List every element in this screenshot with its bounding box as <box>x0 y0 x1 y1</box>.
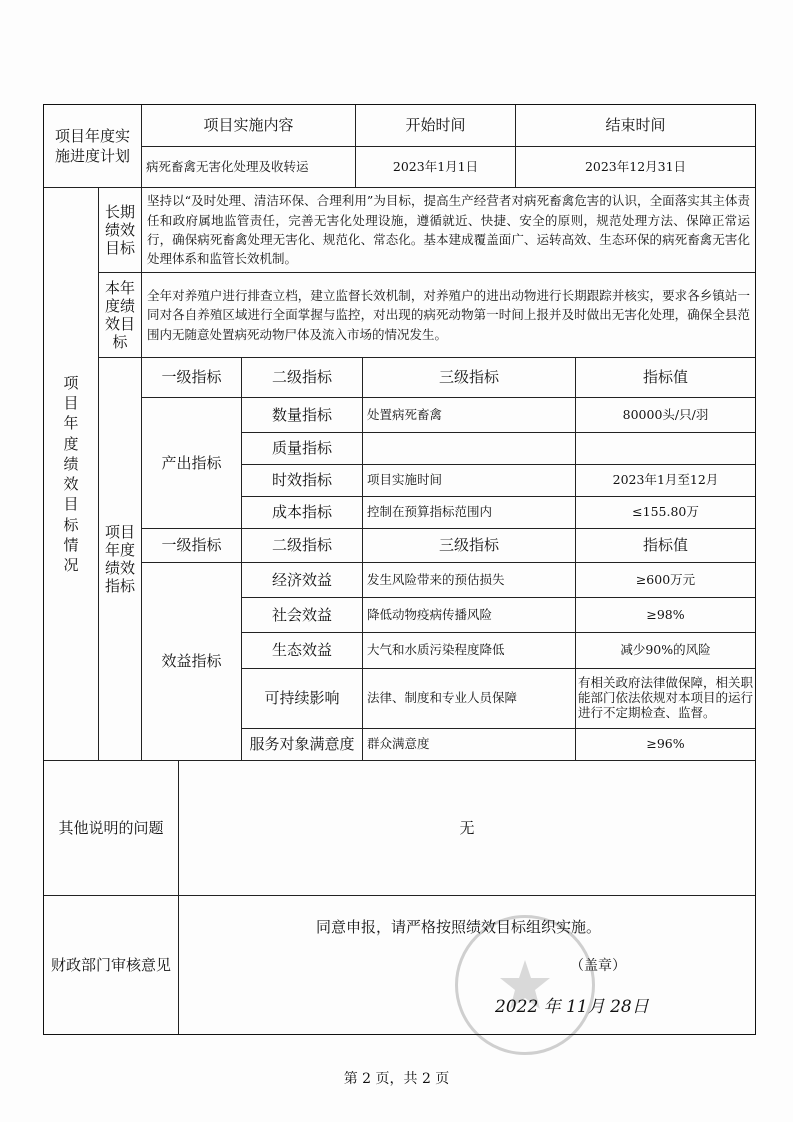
benefit-l2: 社会效益 <box>241 597 363 633</box>
benefit-l2: 服务对象满意度 <box>241 728 363 761</box>
benefit-l3: 降低动物疫病传播风险 <box>362 597 576 633</box>
benefit-value: ≥98% <box>575 597 756 633</box>
other-label: 其他说明的问题 <box>43 760 179 896</box>
annual-goal-label: 本年度绩效目标 <box>98 272 142 358</box>
benefit-indicator-label: 效益指标 <box>141 562 242 761</box>
output-l2: 质量指标 <box>241 432 363 465</box>
benefit-l2: 生态效益 <box>241 632 363 669</box>
output-l2: 成本指标 <box>241 496 363 529</box>
output-value: ≤155.80万 <box>575 496 756 529</box>
schedule-end: 2023年12月31日 <box>515 146 756 188</box>
h-level2: 二级指标 <box>241 357 363 398</box>
finance-label: 财政部门审核意见 <box>43 895 179 1035</box>
h-level3: 三级指标 <box>362 528 576 563</box>
benefit-l2: 可持续影响 <box>241 668 363 729</box>
col-content-header: 项目实施内容 <box>141 104 356 147</box>
benefit-l2: 经济效益 <box>241 562 363 598</box>
h-level1: 一级指标 <box>141 528 242 563</box>
output-l3 <box>362 432 576 465</box>
h-level1: 一级指标 <box>141 357 242 398</box>
output-l3: 处置病死畜禽 <box>362 397 576 433</box>
output-l3: 控制在预算指标范围内 <box>362 496 576 529</box>
benefit-value: 减少90%的风险 <box>575 632 756 669</box>
benefit-value: ≥600万元 <box>575 562 756 598</box>
finance-opinion: 同意申报，请严格按照绩效目标组织实施。 <box>316 918 602 936</box>
output-l3: 项目实施时间 <box>362 464 576 497</box>
schedule-start: 2023年1月1日 <box>355 146 516 188</box>
seal-note: （盖章） <box>570 958 626 974</box>
h-value: 指标值 <box>575 357 756 398</box>
benefit-value: 有相关政府法律做保障，相关职能部门依法依规对本项目的运行进行不定期检查、监督。 <box>575 668 756 729</box>
benefit-l3: 法律、制度和专业人员保障 <box>362 668 576 729</box>
approval-date: 2022 年 11月 28日 <box>495 997 649 1017</box>
col-end-header: 结束时间 <box>515 104 756 147</box>
benefit-l3: 发生风险带来的预估损失 <box>362 562 576 598</box>
h-level2: 二级指标 <box>241 528 363 563</box>
output-l2: 数量指标 <box>241 397 363 433</box>
other-value: 无 <box>178 760 756 896</box>
goals-label: 项目年度绩效目标情况 <box>43 187 99 761</box>
output-value: 80000头/只/羽 <box>575 397 756 433</box>
benefit-value: ≥96% <box>575 728 756 761</box>
schedule-content: 病死畜禽无害化处理及收转运 <box>141 146 356 188</box>
output-value <box>575 432 756 465</box>
output-value: 2023年1月至12月 <box>575 464 756 497</box>
annual-goal-text: 全年对养殖户进行排查立档，建立监督长效机制，对养殖户的进出动物进行长期跟踪并核实，要求各乡镇站一同对各自养殖区域进行全面掌握与监控，对出现的病死动物第一时间上报并及时做出无害化处理，确保全县范围内无随意处置病死动物尸体及流入市场的情况发生。 <box>141 272 756 358</box>
benefit-l3: 大气和水质污染程度降低 <box>362 632 576 669</box>
h-level3: 三级指标 <box>362 357 576 398</box>
schedule-label: 项目年度实施进度计划 <box>43 104 142 188</box>
indicators-label: 项目年度绩效指标 <box>98 357 142 761</box>
benefit-l3: 群众满意度 <box>362 728 576 761</box>
long-term-goal-label: 长期绩效目标 <box>98 187 142 273</box>
page-number: 第 2 页，共 2 页 <box>343 1071 450 1087</box>
h-value: 指标值 <box>575 528 756 563</box>
output-l2: 时效指标 <box>241 464 363 497</box>
col-start-header: 开始时间 <box>355 104 516 147</box>
output-indicator-label: 产出指标 <box>141 397 242 529</box>
long-term-goal-text: 坚持以“及时处理、清洁环保、合理利用”为目标，提高生产经营者对病死畜禽危害的认识，全面落实其主体责任和政府属地监管责任，完善无害化处理设施，遵循就近、快捷、安全的原则，规范处理方法、保障正常运行，确保病死畜禽处理无害化、规范化、常态化。基本建成覆盖面广、运转高效、生态环保的病死畜禽无害化处理体系和监管长效机制。 <box>141 187 756 273</box>
